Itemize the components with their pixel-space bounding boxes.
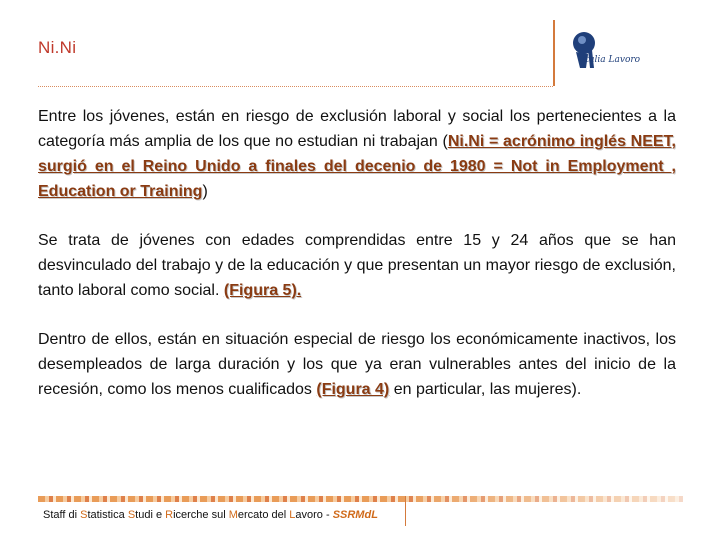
footer-initial: L [289, 509, 296, 521]
figure-5-link[interactable]: (Figura 5). [223, 282, 302, 299]
figure-4-link[interactable]: (Figura 4) [316, 381, 390, 398]
paragraph-text-end: en particular, las mujeres). [389, 381, 582, 398]
footer-word: tudi e [135, 509, 166, 521]
paragraph-risk-groups [38, 327, 676, 402]
header-divider [38, 86, 553, 87]
footer-initial: M [228, 509, 238, 521]
footer-acronym: SSRMdL [332, 509, 378, 521]
footer-initial: R [165, 509, 174, 521]
paragraph-text: Dentro de ellos, están en situación especial de riesgo los económicamente inactivos, los desempleados de larga duración y los que ya eran vulnerables antes del inicio de la recesión, como los menos cualificados [38, 331, 676, 398]
footer-initial: S [80, 509, 88, 521]
footer-credit [43, 509, 378, 521]
neet-definition-highlight: Ni.Ni = acrónimo inglés NEET, surgió en el Reino Unido a finales del decenio de 1980 = Not in Employment , Education or Training [38, 133, 676, 200]
logo-text: Italia Lavoro [582, 55, 641, 65]
footer-word: Staff di [43, 509, 81, 521]
footer-word: tatistica [87, 509, 128, 521]
paragraph-age-range [38, 228, 676, 303]
paragraph-text: Entre los jóvenes, están en riesgo de exclusión laboral y social los pertenecientes a la categoría más amplia de los que no estudian ni trabajan ( [38, 108, 676, 150]
footer-bar-fade [38, 496, 683, 502]
logo-mark-icon [566, 28, 666, 76]
footer-word: avoro - [295, 509, 333, 521]
paragraph-text-end: ) [202, 183, 208, 200]
footer-divider [405, 496, 406, 526]
footer-word: icerche sul [173, 509, 229, 521]
italia-lavoro-logo [566, 28, 666, 76]
paragraph-text: Se trata de jóvenes con edades comprendidas entre 15 y 24 años que se han desvinculado del trabajo y de la educación y que presentan un mayor riesgo de exclusión, tanto laboral como social. [38, 232, 676, 299]
paragraph-neet-definition [38, 104, 676, 204]
footer-initial: S [127, 509, 136, 521]
footer-word: ercato del [237, 509, 290, 521]
page-title: Ni.Ni [38, 38, 77, 57]
main-content [38, 104, 676, 426]
logo-divider [553, 20, 555, 86]
